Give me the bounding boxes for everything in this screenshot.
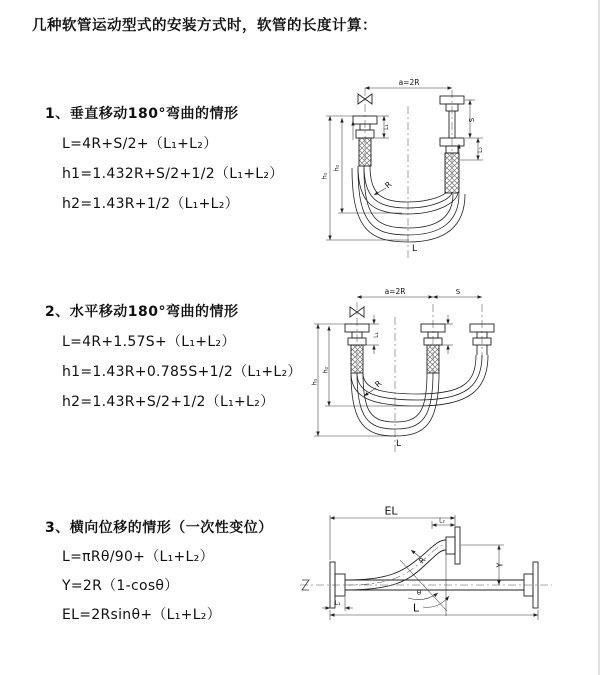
h1-label: h₁ [320, 172, 329, 180]
dim-length-l [330, 610, 538, 620]
dim-h1 [326, 116, 409, 240]
section-1-formula-l: L=4R+S/2+（L₁+L₂） [62, 136, 218, 152]
upper-flange [446, 527, 460, 564]
radius-label: R [383, 179, 394, 191]
section-2-formula-h2: h2=1.43R+S/2+1/2（L₁+L₂） [62, 394, 275, 410]
section-2-formula-h1: h1=1.43R+0.785S+1/2（L₁+L₂） [62, 364, 302, 380]
left-pipe-assembly [345, 324, 369, 373]
h2-label: h₂ [321, 366, 330, 374]
section-3-formula-l: L=πRθ/90+（L₁+L₂） [62, 549, 214, 565]
angle-label: θ [416, 589, 422, 597]
section-1-formula-h1: h1=1.432R+S/2+1/2（L₁+L₂） [62, 166, 284, 182]
fitting-left-label: L₁ [383, 124, 390, 130]
dim-center-fitting [439, 315, 453, 354]
length-label: L [396, 439, 402, 449]
hose-curves [351, 355, 488, 436]
section-3-heading: 3、横向位移的情形（一次性变位） [45, 520, 273, 536]
offset-label: Y [495, 562, 505, 568]
length-label: L [412, 244, 418, 254]
radius-label: R [373, 378, 384, 390]
fitting-left-label: L₁ [373, 332, 380, 338]
section-3-formula-el: EL=2Rsinθ+（L₁+L₂） [62, 607, 222, 623]
diagram-lateral-displacement [296, 498, 598, 650]
span-label: a=2R [384, 287, 406, 296]
radius-leader [411, 550, 420, 557]
page-title: 几种软管运动型式的安装方式时，软管的长度计算： [32, 18, 377, 34]
centerlines [365, 88, 452, 260]
hose-s-curve [345, 540, 446, 590]
length-label: L [412, 601, 420, 615]
centerlines [357, 302, 482, 452]
span-label: a=2R [398, 78, 420, 87]
el-label: EL [384, 504, 398, 518]
section-2-formula-l: L=4R+1.57S+（L₁+L₂） [62, 334, 236, 350]
angle-construction [400, 538, 449, 616]
section-2-heading: 2、水平移动180°弯曲的情形 [45, 304, 239, 320]
diagram-vertical-180-bend [312, 68, 588, 268]
fitting-top-label: L₂ [439, 517, 445, 525]
dim-h1 [314, 324, 396, 436]
radius-label: R [416, 555, 428, 566]
section-1-formula-h2: h2=1.43R+1/2（L₁+L₂） [62, 196, 239, 212]
h1-label: h₁ [310, 378, 319, 386]
section-3-formula-y: Y=2R（1-cosθ） [62, 578, 179, 594]
stroke-label: S [468, 117, 476, 123]
section-1-heading: 1、垂直移动180°弯曲的情形 [45, 106, 239, 122]
dim-el [330, 515, 455, 560]
diagram-horizontal-180-bend [310, 282, 588, 460]
fitting-right-label: L₂ [477, 147, 484, 153]
dim-h2 [325, 326, 410, 406]
h2-label: h₂ [332, 164, 341, 172]
centerlines [300, 545, 552, 585]
fitting-left-label: L₁ [334, 600, 341, 607]
stroke-label: S [455, 288, 461, 296]
